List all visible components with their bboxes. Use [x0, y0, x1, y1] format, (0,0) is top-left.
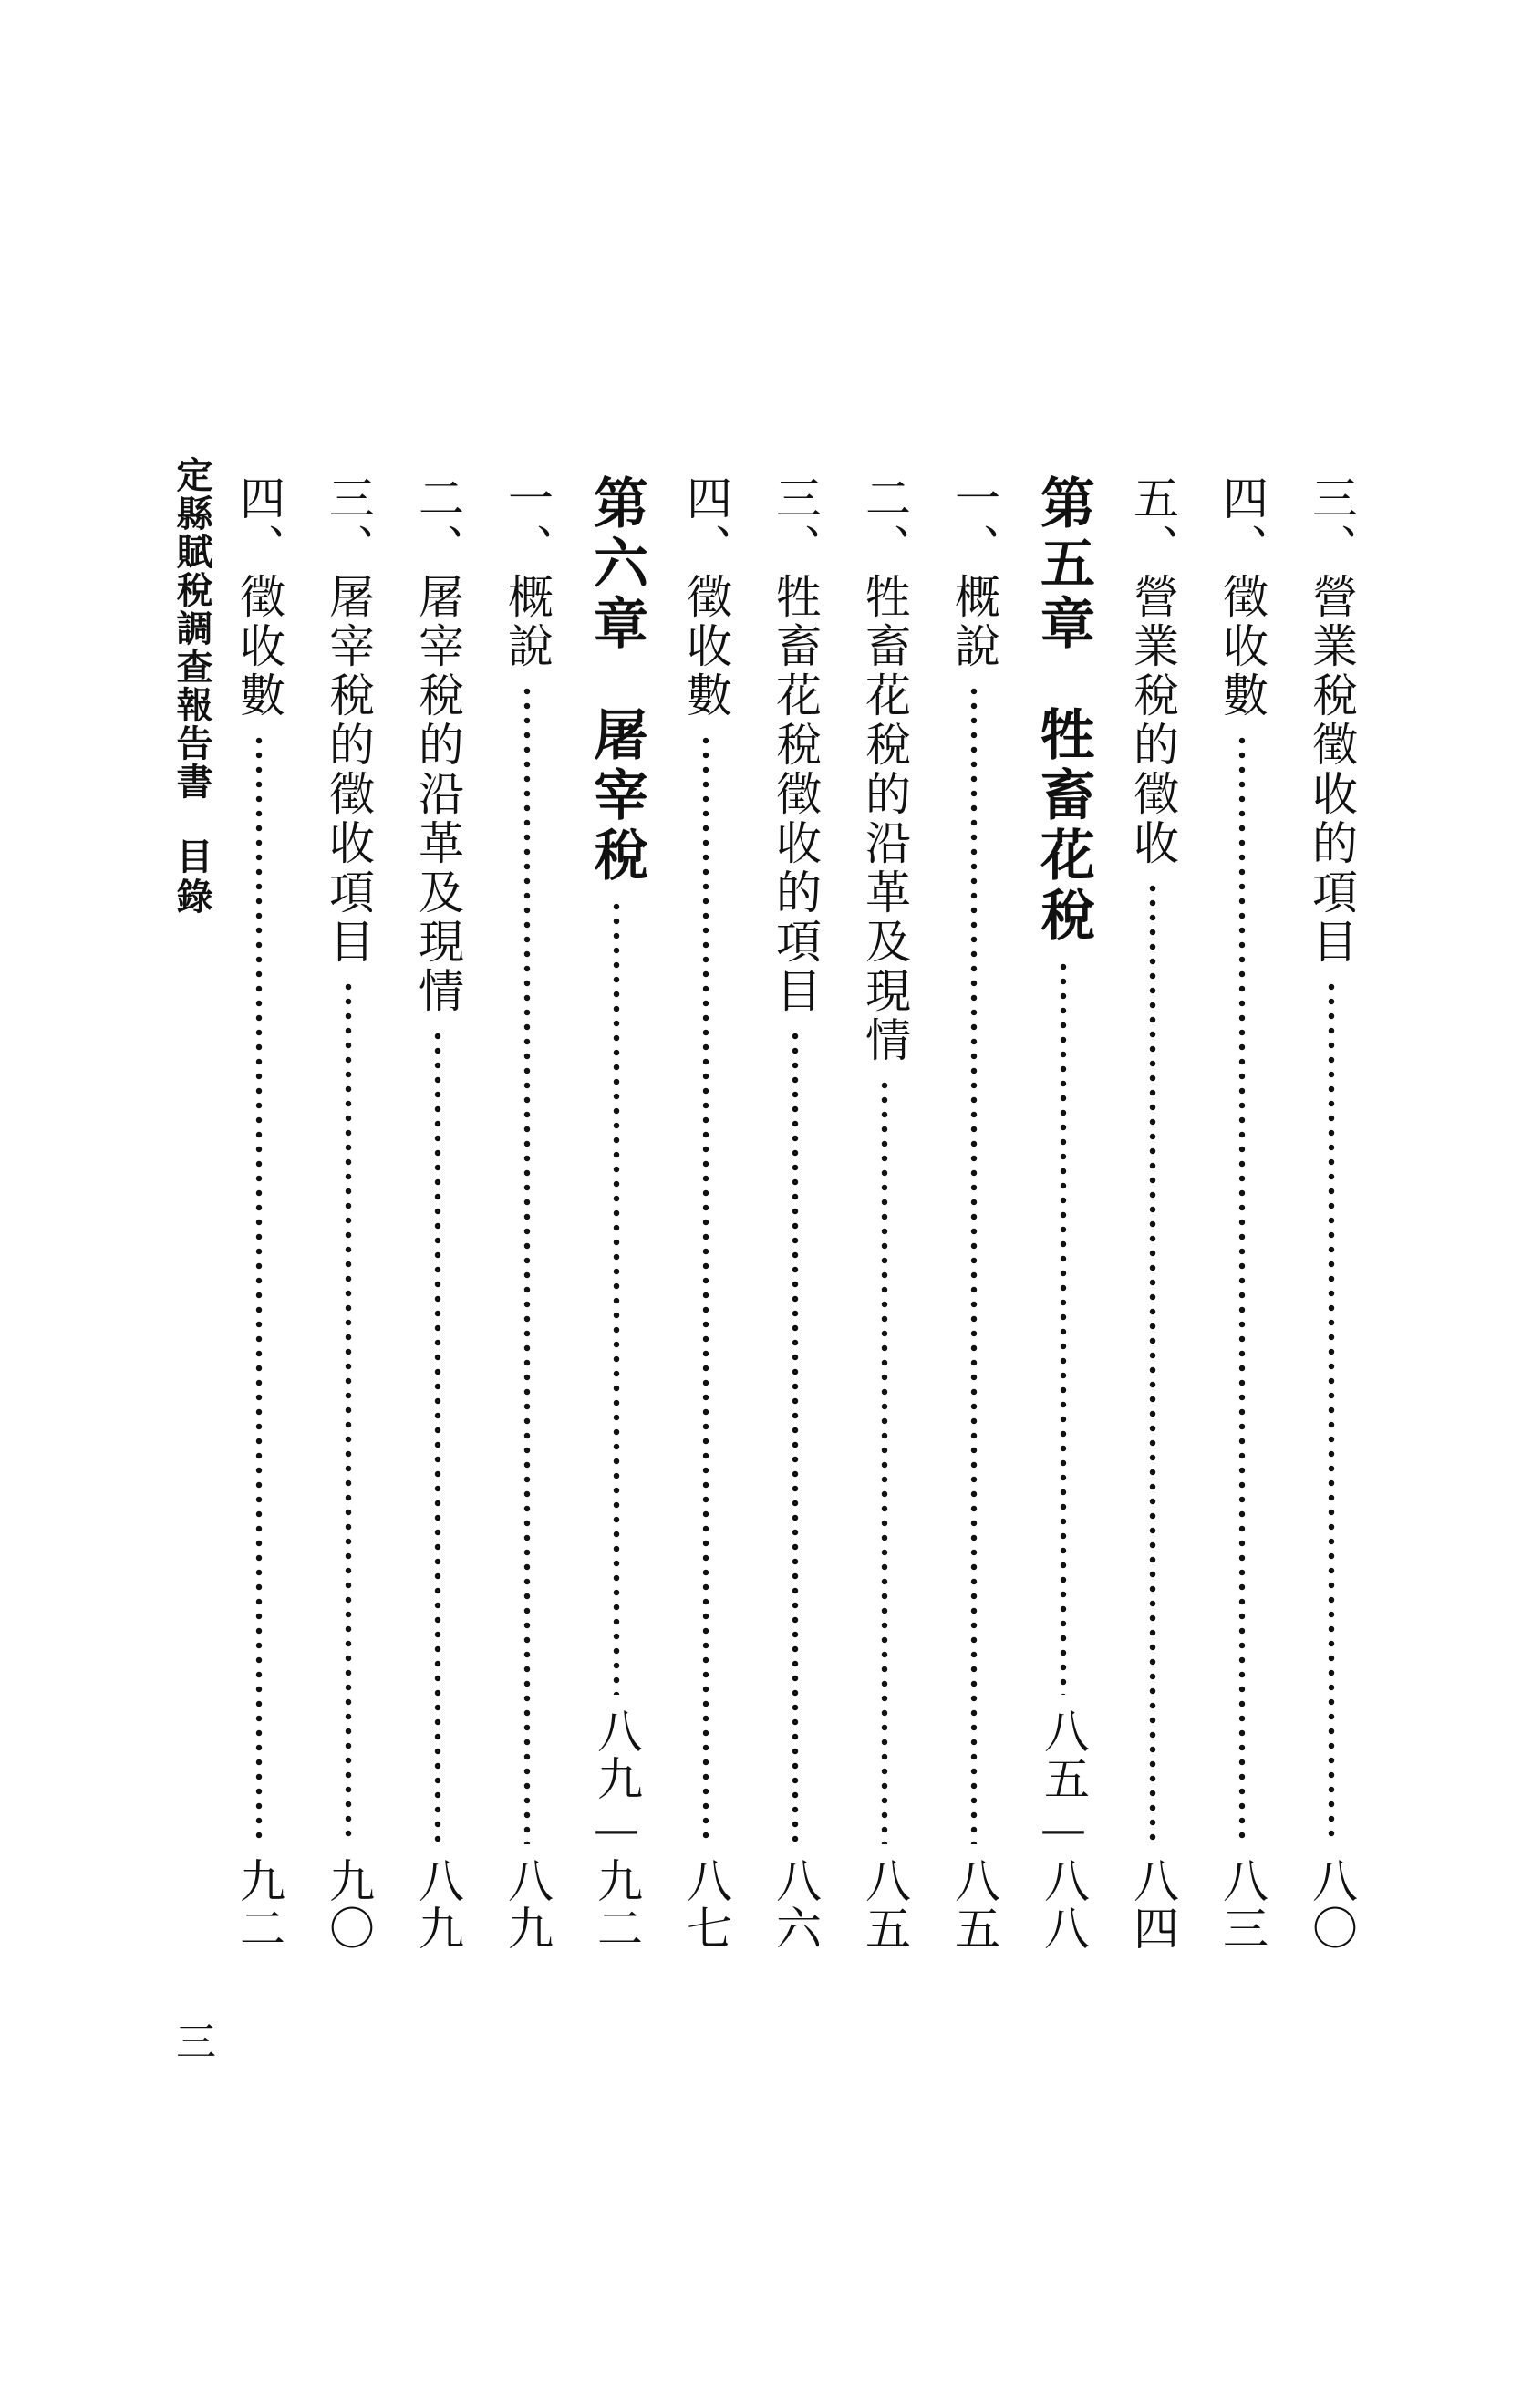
dot-leader	[523, 684, 531, 1844]
toc-entry-page: 九〇	[322, 1857, 375, 1952]
toc-entry-page: 八六	[769, 1857, 822, 1952]
toc-entry-title: 二、牲畜花稅的沿革及現情	[858, 474, 911, 1065]
toc-entry-page: 九二	[233, 1857, 285, 1952]
dot-leader	[345, 980, 352, 1844]
toc-entry-title: 五、營業稅的徵收	[1126, 474, 1179, 868]
toc-entry-page: 八五—八八	[1037, 1707, 1090, 1952]
toc-entry-title: 三、屠宰稅的徵收項目	[322, 474, 375, 967]
dot-leader	[1238, 733, 1246, 1844]
dot-leader	[702, 733, 709, 1844]
dot-leader	[434, 1029, 441, 1844]
toc-entry	[319, 474, 378, 1952]
dot-leader	[255, 733, 263, 1844]
toc-entry-title: 四、徵收數	[233, 474, 285, 721]
toc-entry-page: 八五	[858, 1857, 911, 1952]
toc-entry	[1302, 474, 1361, 1952]
toc-entry-title: 一、概說	[947, 474, 1000, 671]
chapter-number: 第五章	[1031, 474, 1095, 655]
toc-entry-page: 八七	[679, 1857, 732, 1952]
chapter-title: 牲畜花稅	[1031, 706, 1095, 947]
toc-chapter-entry	[1031, 474, 1095, 1952]
toc-entry	[766, 474, 824, 1952]
toc-entry-page: 八五	[947, 1857, 1000, 1952]
toc-entry-page: 八四	[1126, 1857, 1179, 1952]
chapter-number: 第六章	[585, 474, 648, 655]
dot-leader	[970, 684, 978, 1844]
toc-entry-title: 四、徵收數	[1216, 474, 1268, 721]
dot-leader	[792, 1029, 799, 1844]
toc-entry	[945, 474, 1003, 1952]
toc-entry-page: 八九	[501, 1857, 554, 1952]
toc-entry	[1213, 474, 1271, 1952]
toc-entry-page: 八三	[1216, 1857, 1268, 1952]
toc-entry	[1123, 474, 1182, 1952]
page-folio: 三	[169, 2020, 215, 2060]
toc-entry	[498, 474, 556, 1952]
toc-entry-page: 八〇	[1305, 1857, 1358, 1952]
toc-entry	[230, 474, 288, 1952]
toc-entry-page: 八九	[411, 1857, 464, 1952]
chapter-title: 屠宰稅	[585, 706, 648, 887]
dot-leader	[613, 899, 620, 1695]
toc-entry-title: 一、概說	[501, 474, 554, 671]
toc-entry-title: 三、牲畜花稅徵收的項目	[769, 474, 822, 1016]
dot-leader	[1328, 980, 1335, 1844]
toc-entry-title: 四、徵收數	[679, 474, 732, 721]
toc-entry-title: 三、營業稅徵收的項目	[1305, 474, 1358, 967]
toc-entry	[855, 474, 914, 1952]
dot-leader	[1060, 960, 1067, 1695]
toc-entry	[409, 474, 467, 1952]
book-title: 定縣賦稅調查報告書	[171, 456, 213, 801]
dot-leader	[1149, 881, 1156, 1844]
running-head	[164, 456, 219, 2060]
dot-leader	[881, 1078, 888, 1844]
toc-entry	[677, 474, 735, 1952]
section-title: 目錄	[171, 837, 213, 918]
toc-entry-page: 八九—九二	[590, 1707, 643, 1952]
toc-entry-title: 二、屠宰稅的沿革及現情	[411, 474, 464, 1016]
toc-chapter-entry	[587, 474, 646, 1952]
